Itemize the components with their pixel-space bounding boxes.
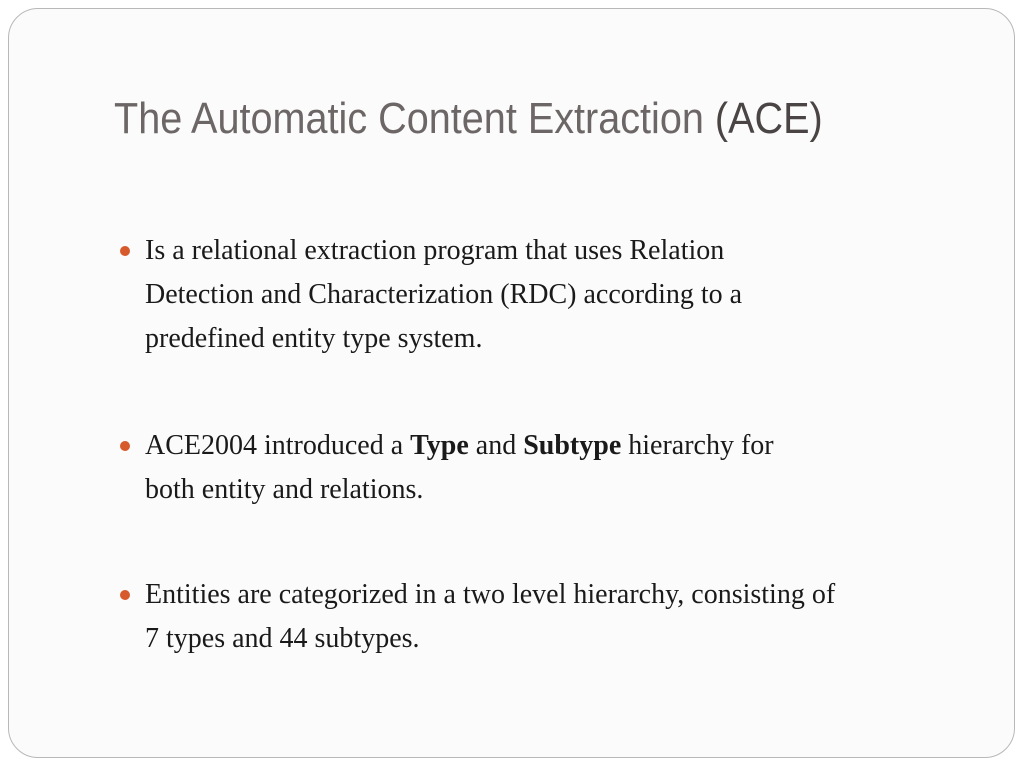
bullet-dot-icon (120, 441, 130, 451)
bullet-line: 7 types and 44 subtypes. (145, 623, 420, 654)
bullet-text: and (468, 430, 524, 461)
bullet-item (145, 573, 985, 661)
bullet-dot-icon (120, 590, 130, 600)
bullet-line: Is a relational extraction program that uses Relation (145, 235, 725, 266)
bullet-line: both entity and relations. (145, 474, 424, 505)
bullet-line: predefined entity type system. (145, 323, 483, 354)
slide-title (114, 94, 823, 143)
bullet-line (145, 424, 985, 468)
bullet-dot-icon (120, 246, 130, 256)
bullet-text: ACE2004 introduced a (145, 430, 411, 461)
bullet-item (145, 229, 985, 361)
slide-frame (8, 8, 1015, 758)
bullet-line: Detection and Characterization (RDC) according to a (145, 279, 743, 310)
bullet-emphasis-subtype: Subtype (523, 430, 622, 461)
bullet-emphasis-type: Type (410, 430, 469, 461)
title-main: The Automatic Content Extraction (114, 94, 715, 143)
bullet-text: hierarchy for (621, 430, 774, 461)
title-accent: (ACE) (714, 94, 823, 143)
bullet-item (145, 424, 985, 512)
bullet-line: Entities are categorized in a two level hierarchy, consisting of (145, 579, 836, 610)
